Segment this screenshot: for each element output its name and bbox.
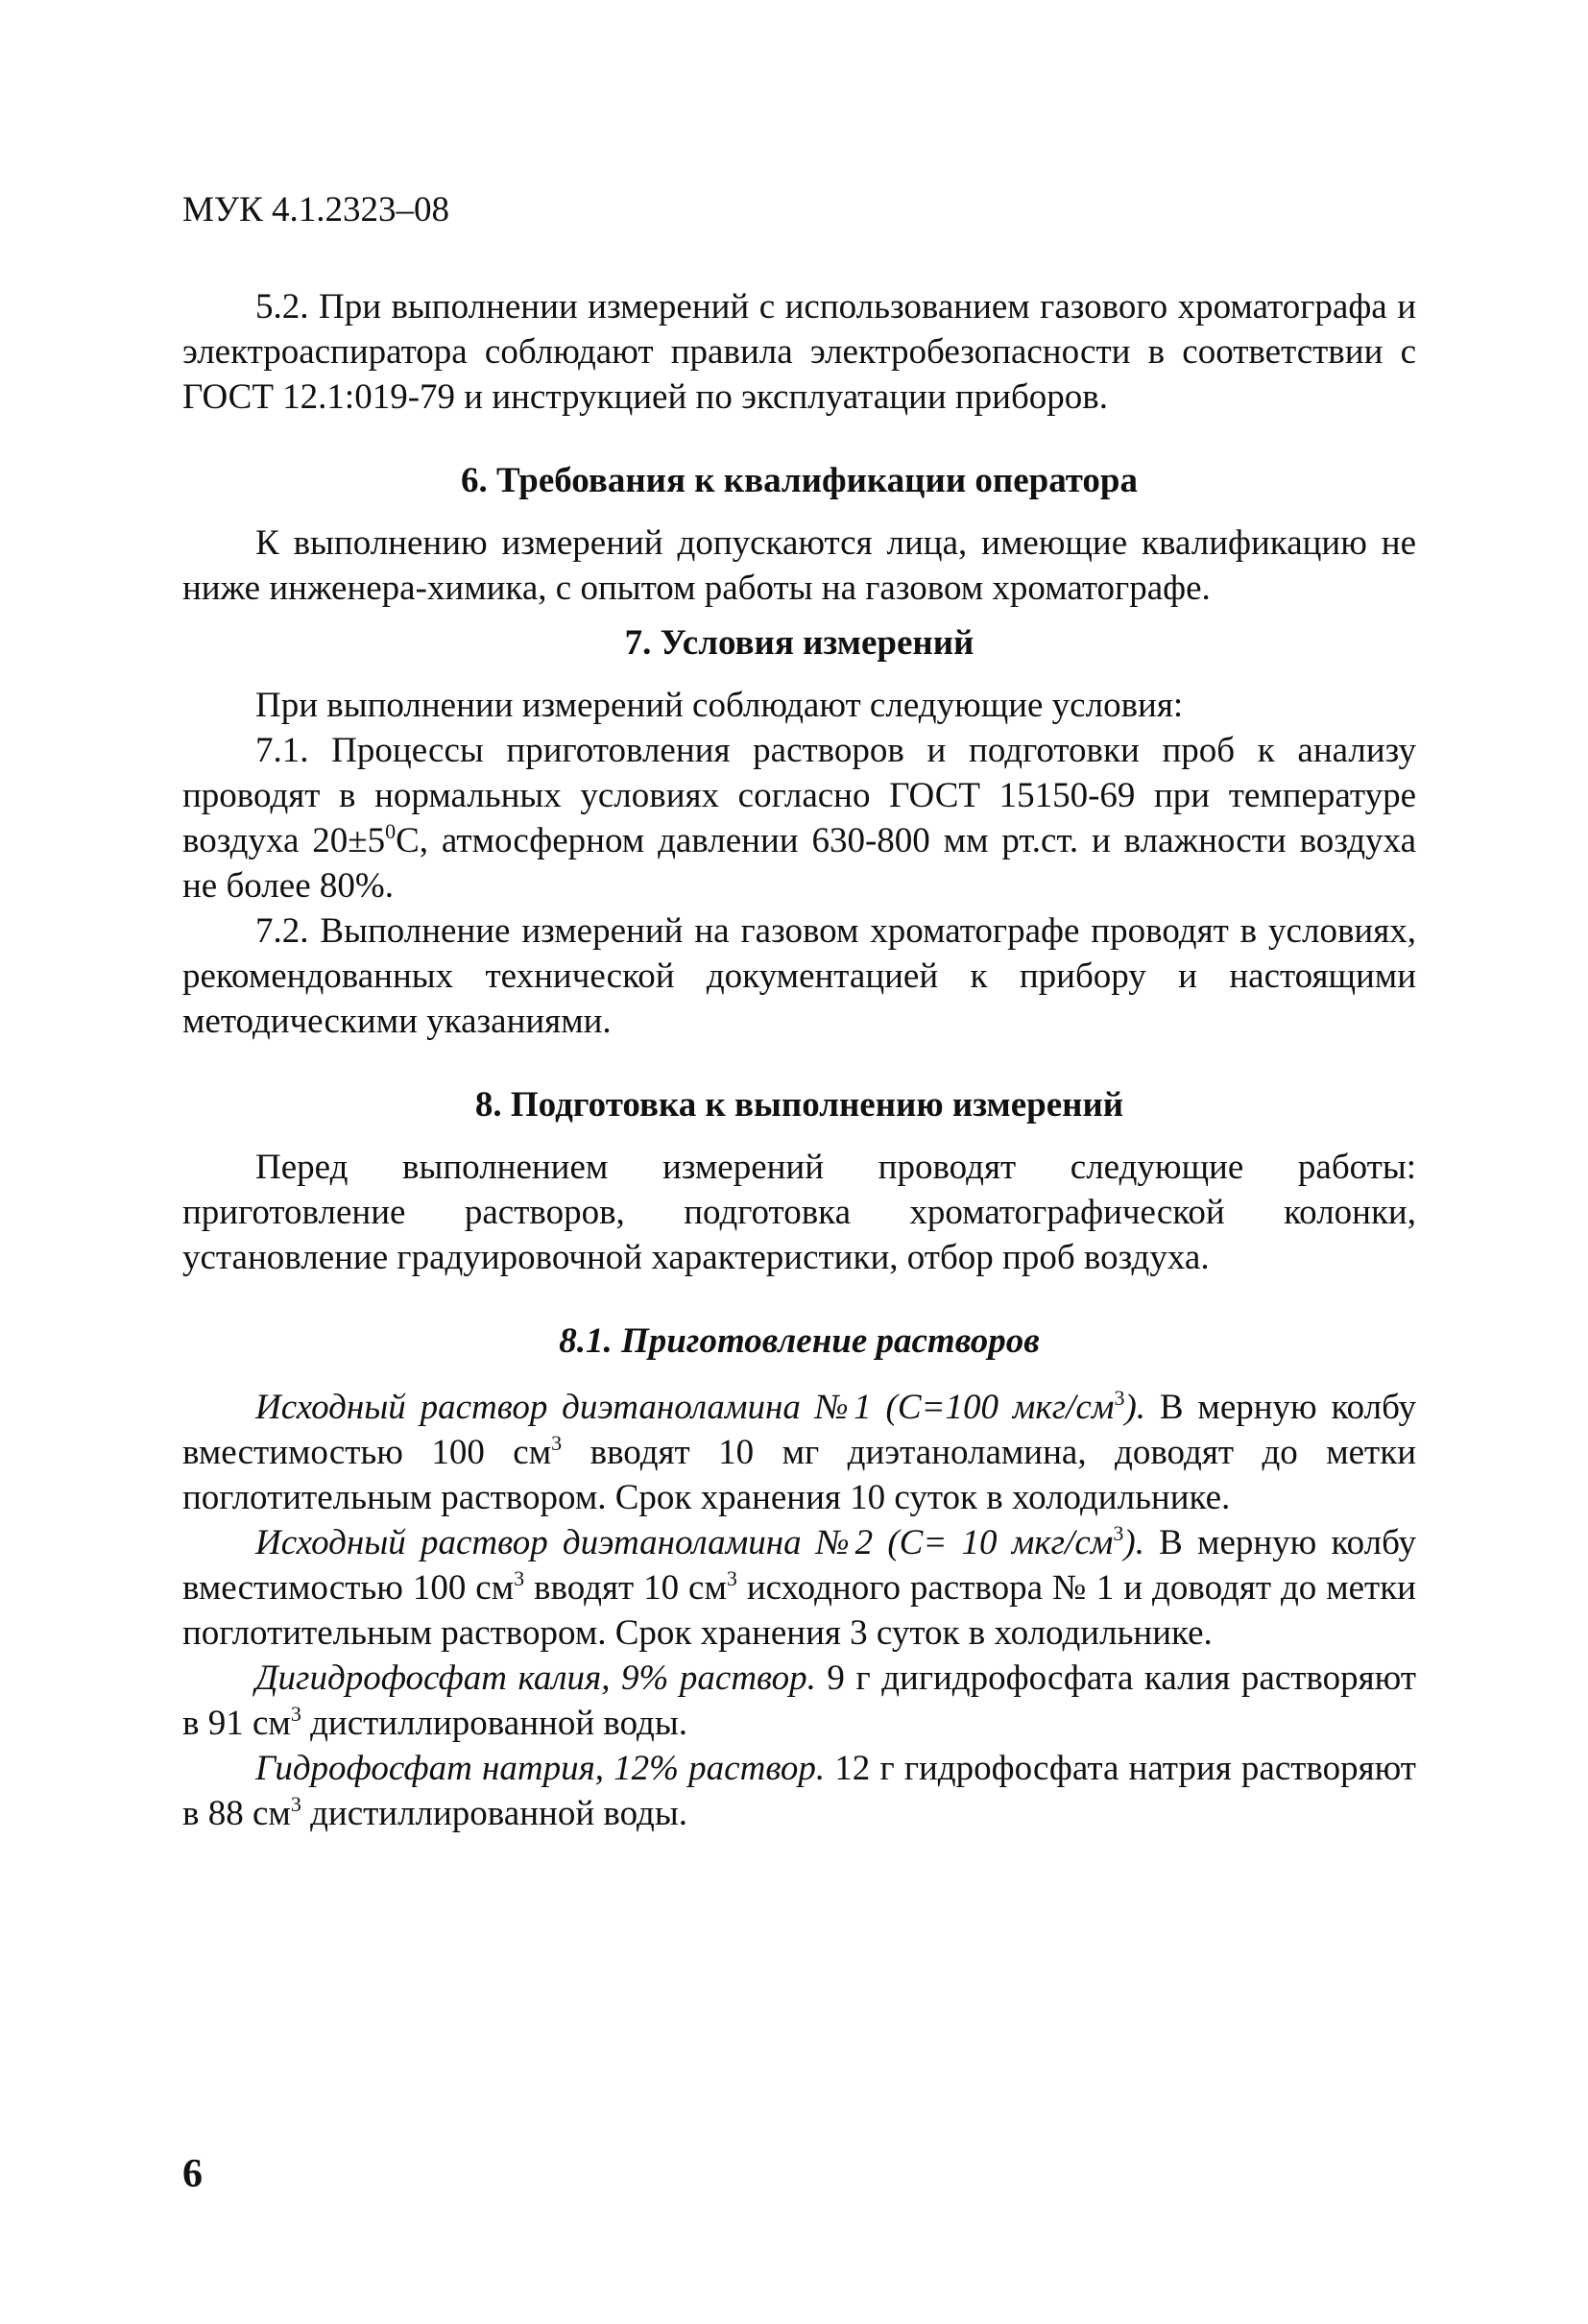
degree-superscript: 0 xyxy=(385,819,397,843)
solution-3-text-a: 9 г дигидрофосфата калия растворяют в 91 см xyxy=(182,1658,1416,1743)
solution-1-text-b: вводят 10 мг диэтаноламина, доводят до метки поглотительным раствором. Срок хранения 10 суток в холодильнике. xyxy=(182,1433,1416,1517)
solution-1-name-sup: 3 xyxy=(1114,1386,1125,1410)
paragraph-7-1 xyxy=(182,728,1416,908)
solution-2-text-sup-1: 3 xyxy=(514,1566,525,1590)
solution-3-text-b: дистиллированной воды. xyxy=(301,1704,687,1743)
solution-1-text-sup: 3 xyxy=(551,1431,563,1455)
solution-2-text-c: исходного раствора № 1 и доводят до метки поглотительным раствором. Срок хранения 3 суток в холодильнике. xyxy=(182,1568,1416,1653)
solution-2-text-a: В мерную колбу вместимостью 100 см xyxy=(182,1523,1416,1608)
paragraph-section-7-intro: При выполнении измерений соблюдают следующие условия: xyxy=(255,686,1184,725)
solution-1-text-a: В мерную колбу вместимостью 100 см xyxy=(182,1388,1416,1472)
solution-2-name-end: ). xyxy=(1123,1523,1144,1562)
solution-4-text-sup: 3 xyxy=(290,1792,301,1816)
page-content xyxy=(182,187,1416,1836)
solution-3-name: Дигидрофосфат калия, 9% раствор. xyxy=(255,1658,816,1698)
solution-1-name: Исходный раствор диэтаноламина №1 (С=100 мкг/см xyxy=(255,1388,1115,1427)
heading-section-8: 8. Подготовка к выполнению измерений xyxy=(474,1085,1124,1125)
heading-section-8-1: 8.1. Приготовление растворов xyxy=(559,1321,1040,1361)
paragraph-5-2: 5.2. При выполнении измерений с использованием газового хроматографа и электроаспиратора соблюдают правила электробезопасности в соответствии с ГОСТ 12.1:019-79 и инструкцией по эксплуатации приборов. xyxy=(182,287,1416,417)
paragraph-solution-3 xyxy=(182,1656,1416,1746)
paragraph-7-1-text-a: 7.1. Процессы приготовления растворов и подготовки проб к анализу проводят в нормальных условиях согласно ГОСТ 15150-69 при температуре воздуха 20±5 xyxy=(182,731,1416,860)
paragraph-section-6: К выполнению измерений допускаются лица, имеющие квалификацию не ниже инженера-химика, с опытом работы на газовом хроматографе. xyxy=(182,523,1416,608)
solution-4-name: Гидрофосфат натрия, 12% раствор. xyxy=(255,1749,826,1788)
heading-section-6: 6. Требования к квалификации оператора xyxy=(460,461,1139,500)
solution-2-name-sup: 3 xyxy=(1113,1521,1124,1545)
paragraph-7-2: 7.2. Выполнение измерений на газовом хроматографе проводят в условиях, рекомендованных технической документацией к прибору и настоящими методическими указаниями. xyxy=(182,911,1416,1041)
solution-2-text-b: вводят 10 см xyxy=(524,1568,727,1608)
solution-2-name: Исходный раствор диэтаноламина №2 (С= 10 мкг/см xyxy=(255,1523,1114,1562)
solution-4-text-a: 12 г гидрофосфата натрия растворяют в 88 см xyxy=(182,1749,1416,1833)
solution-3-text-sup: 3 xyxy=(290,1702,301,1726)
document-code: МУК 4.1.2323–08 xyxy=(182,190,450,230)
paragraph-7-1-text-b: С, атмосферном давлении 630-800 мм рт.ст. и влажности воздуха не более 80%. xyxy=(182,821,1416,906)
paragraph-solution-4 xyxy=(182,1746,1416,1836)
heading-section-7: 7. Условия измерений xyxy=(624,623,974,663)
solution-4-text-b: дистиллированной воды. xyxy=(301,1794,687,1833)
paragraph-section-8: Перед выполнением измерений проводят следующие работы: приготовление растворов, подготовка хроматографической колонки, установление градуировочной характеристики, отбор проб воздуха. xyxy=(182,1148,1416,1277)
solution-2-text-sup-2: 3 xyxy=(726,1566,737,1590)
paragraph-solution-2 xyxy=(182,1520,1416,1656)
solution-1-name-end: ). xyxy=(1124,1388,1146,1427)
paragraph-solution-1 xyxy=(182,1385,1416,1520)
page-number: 6 xyxy=(182,2152,203,2196)
